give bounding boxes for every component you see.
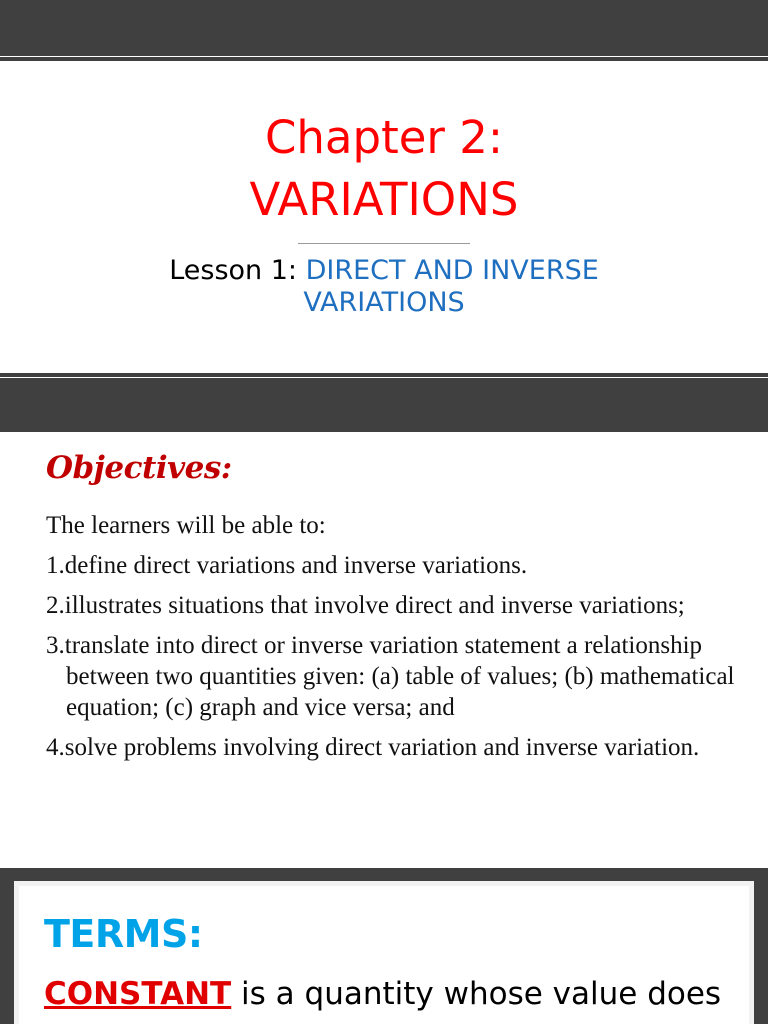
objectives-heading: Objectives: xyxy=(46,450,232,486)
objectives-body xyxy=(46,510,736,772)
chapter-title-line1: Chapter 2: xyxy=(264,111,503,164)
chapter-title-line2: VARIATIONS xyxy=(249,173,519,226)
title-panel xyxy=(0,61,768,373)
objective-item: 1.define direct variations and inverse variations. xyxy=(46,552,528,579)
title-divider xyxy=(298,243,470,244)
bottom-band-divider xyxy=(0,377,768,378)
objective-item: 3.translate into direct or inverse variation statement a relationship between two quantities given: (a) table of values; (b) mathematical equation; (c) graph and vice versa; and xyxy=(46,632,735,721)
constant-definition-text: is a quantity whose value does xyxy=(231,976,722,1012)
lesson-subtitle xyxy=(0,255,768,319)
terms-slide xyxy=(0,868,768,1024)
objectives-list xyxy=(46,550,736,763)
constant-definition xyxy=(44,976,721,1012)
top-band-divider xyxy=(0,56,768,57)
lesson-title-line1: DIRECT AND INVERSE xyxy=(305,255,599,286)
title-slide xyxy=(0,0,768,432)
lesson-title-line2: VARIATIONS xyxy=(303,287,465,318)
constant-term: CONSTANT xyxy=(44,976,232,1012)
objectives-intro: The learners will be able to: xyxy=(46,512,326,539)
lesson-prefix: Lesson 1: xyxy=(169,255,306,286)
objective-item: 2.illustrates situations that involve direct and inverse variations; xyxy=(46,592,685,619)
objective-item: 4.solve problems involving direct variation and inverse variation. xyxy=(46,734,700,761)
terms-heading: TERMS: xyxy=(44,912,203,956)
objectives-slide xyxy=(0,432,768,868)
